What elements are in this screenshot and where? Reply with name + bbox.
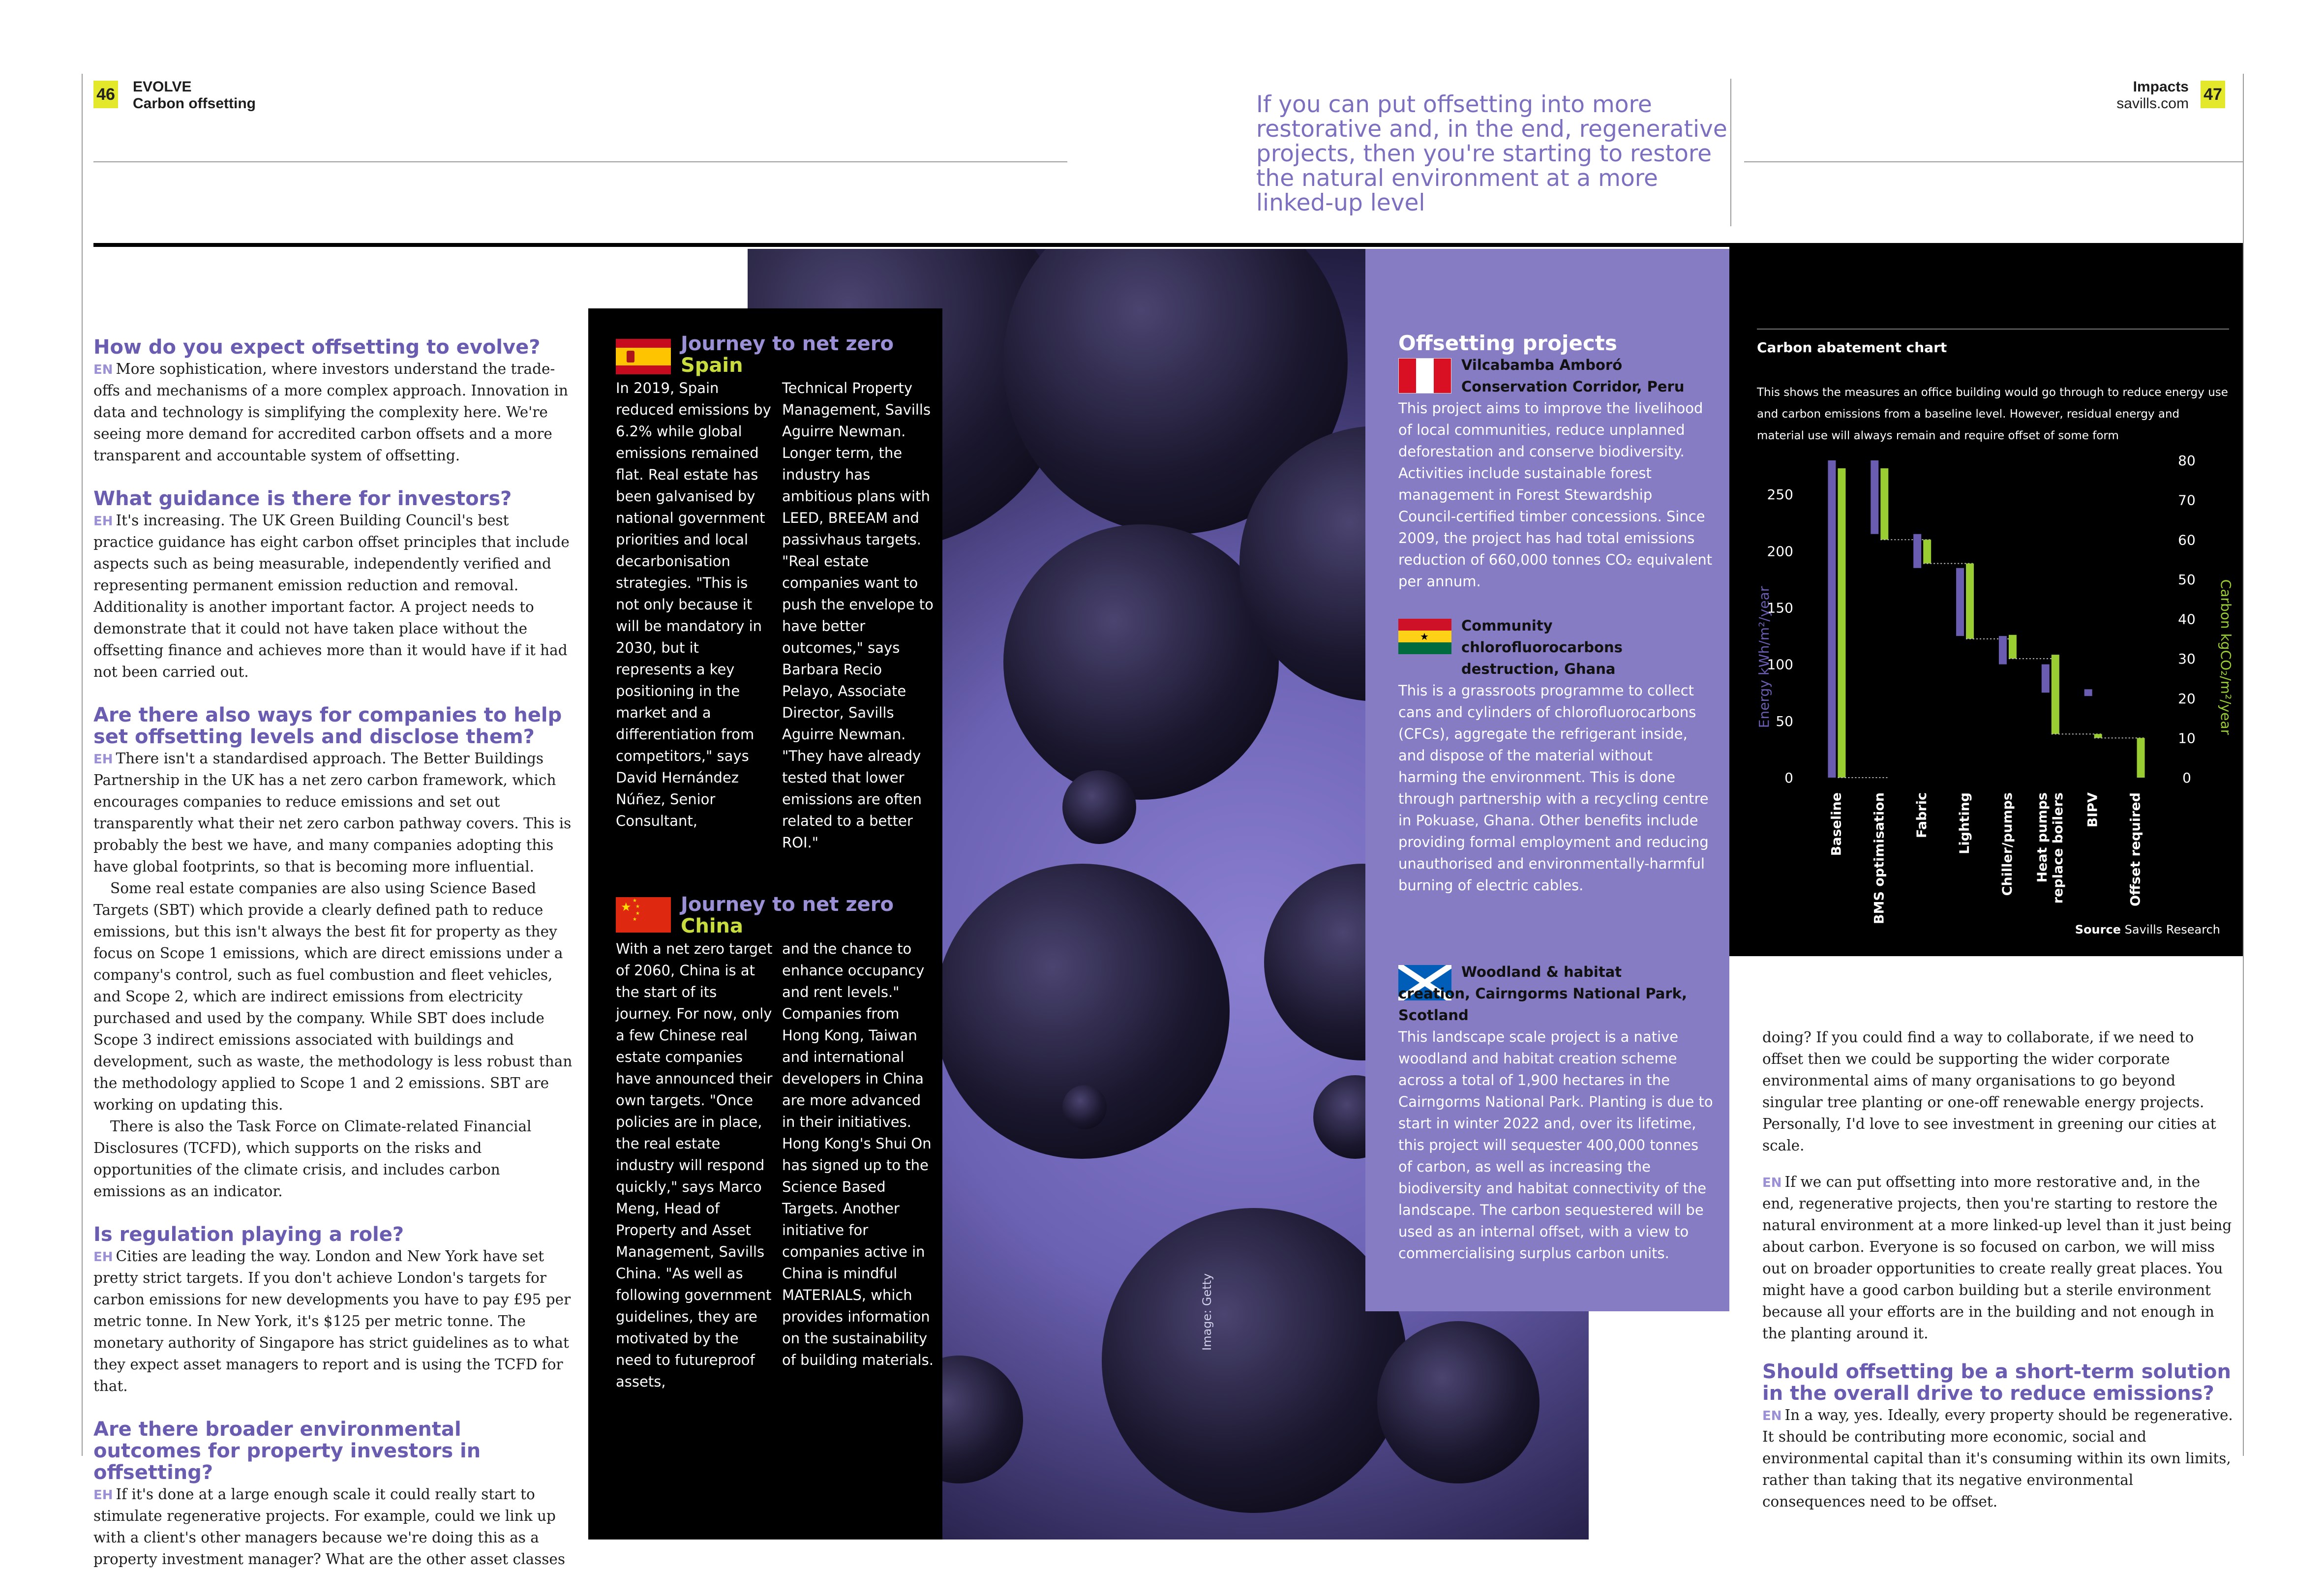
- energy-bar: [2042, 664, 2050, 693]
- carbon-bar: [1923, 540, 1931, 563]
- china-heading: Journey to net zero China: [681, 893, 894, 937]
- question-heading: Is regulation playing a role?: [93, 1223, 404, 1246]
- y2-tick-label: 50: [2178, 571, 2196, 588]
- spain-text-col1: In 2019, Spain reduced emissions by 6.2% while global emissions remained flat. Real estate has been galvanised by national government priorities and local decarbonisation strategies. "This is not only because it will be mandatory in 2030, but it represents a key positioning in the market and a differentiation from competitors," says David Hernández Núñez, Senior Consultant,: [616, 380, 771, 829]
- category-label: BMS optimisation: [1871, 792, 1887, 924]
- speaker-initials: EN: [1762, 1409, 1782, 1423]
- answer-paragraph: EN If we can put offsetting into more restorative and, in the end, regenerative projects, then you're starting to restore the natural environment at a more linked-up level than it just being about carbon. Everyone is so focused on carbon, we will miss out on broader opportunities to create really great places. You might have a good carbon building but a sterile environment because all your efforts are in the building and not enough in the planting around it.: [1762, 1174, 2232, 1342]
- energy-bar: [1999, 636, 2007, 664]
- header-rule-right: [1744, 161, 2243, 162]
- carbon-bar: [2009, 635, 2017, 659]
- category-label: Chiller/pumps: [1999, 792, 2015, 896]
- answer-paragraph: EN In a way, yes. Ideally, every property should be regenerative.: [1762, 1407, 2233, 1423]
- offsetting-heading: Offsetting projects: [1398, 331, 1617, 355]
- question-heading: How do you expect offsetting to evolve?: [93, 336, 541, 359]
- answer-paragraph: EN More sophistication, where investors understand the trade-offs and mechanisms of a more complex approach. Innovation in data and technology is simplifying the complexity here. We're seeing more demand for accredited carbon offsets and a more transparent and accountable system of offsetting.: [93, 361, 569, 464]
- carbon-abatement-chart: [1729, 244, 2243, 956]
- header-rule-left: [93, 161, 1067, 162]
- answer-paragraph: EH It's increasing. The UK Green Building Council's best practice guidance has eight carbon offset principles that include aspects such as being measurable, independently verified and representing permanent emission reduction and removal. Additionality is another important factor. A project needs to demonstrate that it could not have taken place without the offsetting finance and achieves more than it would have if it had not been carried out.: [93, 512, 570, 680]
- page-edge-left: [82, 74, 83, 1456]
- answer-paragraph: EH If it's done at a large enough scale it could really start to stimulate regenerative projects. For example, could we link up with a client's other managers because we're doing this as a property investment manager? What are the other asset classes: [93, 1486, 565, 1568]
- y2-tick-label: 60: [2178, 532, 2196, 548]
- y-tick-label: 0: [1784, 770, 1793, 786]
- speaker-initials: EN: [93, 362, 113, 377]
- energy-bar: [1956, 568, 1964, 636]
- carbon-bar: [1880, 468, 1888, 540]
- china-text-col1: With a net zero target of 2060, China is at the start of its journey. For now, only a few Chinese real estate companies have announced their own targets. "Once policies are in place, the real estate industry will respond quickly," says Marco Meng, Head of Property and Asset Management, Savills China. "As well as following government guidelines, they are motivated by the need to futureproof assets,: [616, 940, 773, 1390]
- left-page-number: 46: [93, 81, 118, 108]
- project-text-scotland: This landscape scale project is a native woodland and habitat creation scheme across a total of 1,900 hectares in the Cairngorms National Park. Planting is due to start in winter 2022 and, over its lifetime, this project will sequester 400,000 tonnes of carbon, as well as increasing the biodiversity and habitat connectivity of the landscape. The carbon sequestered will be used as an internal offset, with a view to commercialising surplus carbon units.: [1398, 1028, 1713, 1262]
- project-title-scotland: Woodland & habitat creation, Cairngorms National Park, Scotland: [1398, 964, 1687, 1024]
- project-title-ghana: Community chlorofluorocarbons destruction, Ghana: [1461, 617, 1623, 677]
- chart-source: Source Savills Research: [2075, 923, 2220, 936]
- bubble: [1102, 1208, 1407, 1513]
- speaker-initials: EH: [93, 514, 113, 529]
- answer-paragraph: It should be contributing more economic, social and environmental capital than it's consuming within its own limits, rather than taking that its negative environmental consequences need to be offset.: [1762, 1428, 2231, 1510]
- bubble: [1377, 1321, 1539, 1483]
- answer-paragraph: EH There isn't a standardised approach. The Better Buildings Partnership in the UK has a net zero carbon framework, which encourages companies to reduce emissions and set out transparently what their net zero carbon pathway covers. This is probably the best we have, and many companies adopting this have global footprints, so that is becoming more influential.: [93, 750, 572, 875]
- spain-text-col2: Technical Property Management, Savills Aguirre Newman. Longer term, the industry has ambitious plans with LEED, BREEAM and passivhaus targets. "Real estate companies want to push the envelope to have better outcomes," says Barbara Recio Pelayo, Associate Director, Savills Aguirre Newman. "They have already tested that lower emissions are often related to a better ROI.": [782, 380, 934, 851]
- y2-tick-label: 30: [2178, 651, 2196, 667]
- offsetting-projects-box: [1365, 249, 1729, 1311]
- page-edge-right: [2243, 74, 2244, 1456]
- speaker-initials: EH: [93, 752, 113, 767]
- right-text-column: [1762, 1027, 2234, 1512]
- y-tick-label: 250: [1767, 486, 1793, 503]
- ghana-flag-icon: ★: [1398, 619, 1451, 654]
- project-text-peru: This project aims to improve the livelihood of local communities, reduce unplanned deforestation and conserve biodiversity. Activities include sustainable forest management in Forest Stewardship Council-certified timber concessions. Since 2009, the project has had total emissions reduction of 660,000 tonnes CO₂ equivalent per annum.: [1398, 400, 1713, 590]
- continued-paragraph: doing? If you could find a way to collaborate, if we need to offset then we could be supporting the wider corporate environmental aims of many organisations to go beyond singular tree planting or one-off renewable energy projects. Personally, I'd love to see investment in greening our cities at scale.: [1762, 1029, 2216, 1154]
- y-tick-label: 150: [1767, 600, 1793, 616]
- project-text-ghana: This is a grassroots programme to collect cans and cylinders of chlorofluorocarbons (CFCs), aggregate the refrigerant inside, and dispose of the material without harming the environment. This is done through partnership with a recycling centre in Pokuase, Ghana. Other benefits include providing formal employment and reducing unauthorised and environmentally-harmful burning of electric cables.: [1398, 682, 1709, 894]
- y-tick-label: 50: [1776, 713, 1793, 729]
- question-heading: Are there also ways for companies to help set offsetting levels and disclose them?: [93, 704, 562, 748]
- category-label: Fabric: [1914, 792, 1930, 838]
- image-credit: Image: Getty: [1200, 1273, 1214, 1351]
- y2-tick-label: 70: [2178, 492, 2196, 509]
- carbon-bar: [2137, 738, 2145, 778]
- category-label: Offset required: [2128, 792, 2143, 906]
- left-running-head: [133, 79, 256, 112]
- y-tick-label: 200: [1767, 543, 1793, 560]
- energy-bar: [1828, 460, 1836, 778]
- y2-tick-label: 0: [2182, 770, 2191, 786]
- y-axis-label: Energy kWh/m²/year: [1756, 586, 1772, 728]
- y2-tick-label: 20: [2178, 690, 2196, 707]
- answer-paragraph: There is also the Task Force on Climate-related Financial Disclosures (TCFD), which supports on the risks and opportunities of the climate crisis, and includes carbon emissions as an indicator.: [93, 1118, 532, 1200]
- y-tick-label: 100: [1767, 656, 1793, 673]
- answer-paragraph: Some real estate companies are also using Science Based Targets (SBT) which provide a clearly defined path to reduce emissions, but this isn't always the best fit for property as they focus on Scope 1 emissions, which are direct emissions under a company's control, such as fuel combustion and fleet vehicles, and Scope 2, which are indirect emissions from electricity purchased and used by the company. While SBT does include Scope 3 indirect emissions associated with buildings and development, such as waste, the methodology is less robust than the methodology applied to Scope 1 and 2 emissions. SBT are working on updating this.: [93, 880, 573, 1113]
- y2-tick-label: 10: [2178, 730, 2196, 747]
- subsection-label: Carbon offsetting: [133, 95, 256, 112]
- category-label: BIPV: [2085, 792, 2101, 828]
- energy-bar: [1871, 460, 1878, 534]
- spain-heading: Journey to net zero Spain: [681, 332, 894, 377]
- quote-divider: [1730, 79, 1731, 226]
- interview-column: [93, 330, 573, 1570]
- journey-sidebar: [588, 308, 942, 1540]
- chart-title: Carbon abatement chart: [1757, 339, 1947, 356]
- right-running-head: [2116, 79, 2189, 112]
- bubble: [1062, 770, 1136, 844]
- peru-flag-icon: [1398, 358, 1451, 393]
- project-title-peru: Vilcabamba Amboró Conservation Corridor, Peru: [1461, 357, 1685, 395]
- answer-paragraph: EH Cities are leading the way. London and New York have set pretty strict targets. If you don't achieve London's targets for carbon emissions for new developments you have to pay £95 per metric tonne. In New York, it's $125 per metric tonne. The monetary authority of Singapore has strict guidelines as to what they expect asset managers to report and is using the TCFD for that.: [93, 1248, 571, 1394]
- energy-bar: [2084, 689, 2092, 696]
- carbon-bar: [2094, 734, 2102, 738]
- china-text-col2: and the chance to enhance occupancy and rent levels." Companies from Hong Kong, Taiwan and international developers in China are more advanced in their initiatives. Hong Kong's Shui On has signed up to the Science Based Targets. Another initiative for companies active in China is mindful MATERIALS, which provides information on the sustainability of building materials.: [782, 940, 934, 1368]
- y2-axis-label: Carbon kgCO₂/m²/year: [2218, 579, 2234, 735]
- chart-plot: [1729, 244, 2243, 956]
- spain-flag-icon: [616, 339, 671, 374]
- category-label: Baseline: [1829, 792, 1844, 856]
- bubble: [1062, 1085, 1107, 1129]
- speaker-initials: EH: [93, 1488, 113, 1503]
- chart-subtitle: This shows the measures an office building would go through to reduce energy use and carbon emissions from a baseline level. However, residual energy and material use will always remain and require offset of some form: [1757, 386, 2228, 442]
- question-heading: Should offsetting be a short-term solution in the overall drive to reduce emissions?: [1762, 1360, 2231, 1405]
- energy-bar: [1913, 534, 1921, 568]
- section-label: Impacts: [2133, 79, 2189, 95]
- bubble: [1003, 524, 1279, 800]
- category-label: Heat pumpsreplace boilers: [2034, 792, 2066, 904]
- y2-tick-label: 80: [2178, 453, 2196, 469]
- question-heading: Are there broader environmental outcomes for property investors in offsetting?: [93, 1418, 481, 1484]
- section-label: EVOLVE: [133, 79, 192, 95]
- carbon-bar: [1838, 468, 1845, 778]
- category-label: Lighting: [1957, 792, 1973, 854]
- speaker-initials: EN: [1762, 1176, 1782, 1190]
- carbon-bar: [1966, 564, 1974, 639]
- pull-quote: If you can put offsetting into more restorative and, in the end, regenerative projects, then you're starting to restore the natural environment at a more linked-up level: [1256, 91, 1727, 216]
- site-label: savills.com: [2116, 95, 2189, 112]
- speaker-initials: EH: [93, 1250, 113, 1265]
- china-flag-icon: ★ ★ ★ ★ ★: [616, 897, 671, 933]
- right-page-number: 47: [2201, 81, 2225, 108]
- question-heading: What guidance is there for investors?: [93, 487, 512, 510]
- y2-tick-label: 40: [2178, 611, 2196, 628]
- carbon-bar: [2052, 655, 2059, 734]
